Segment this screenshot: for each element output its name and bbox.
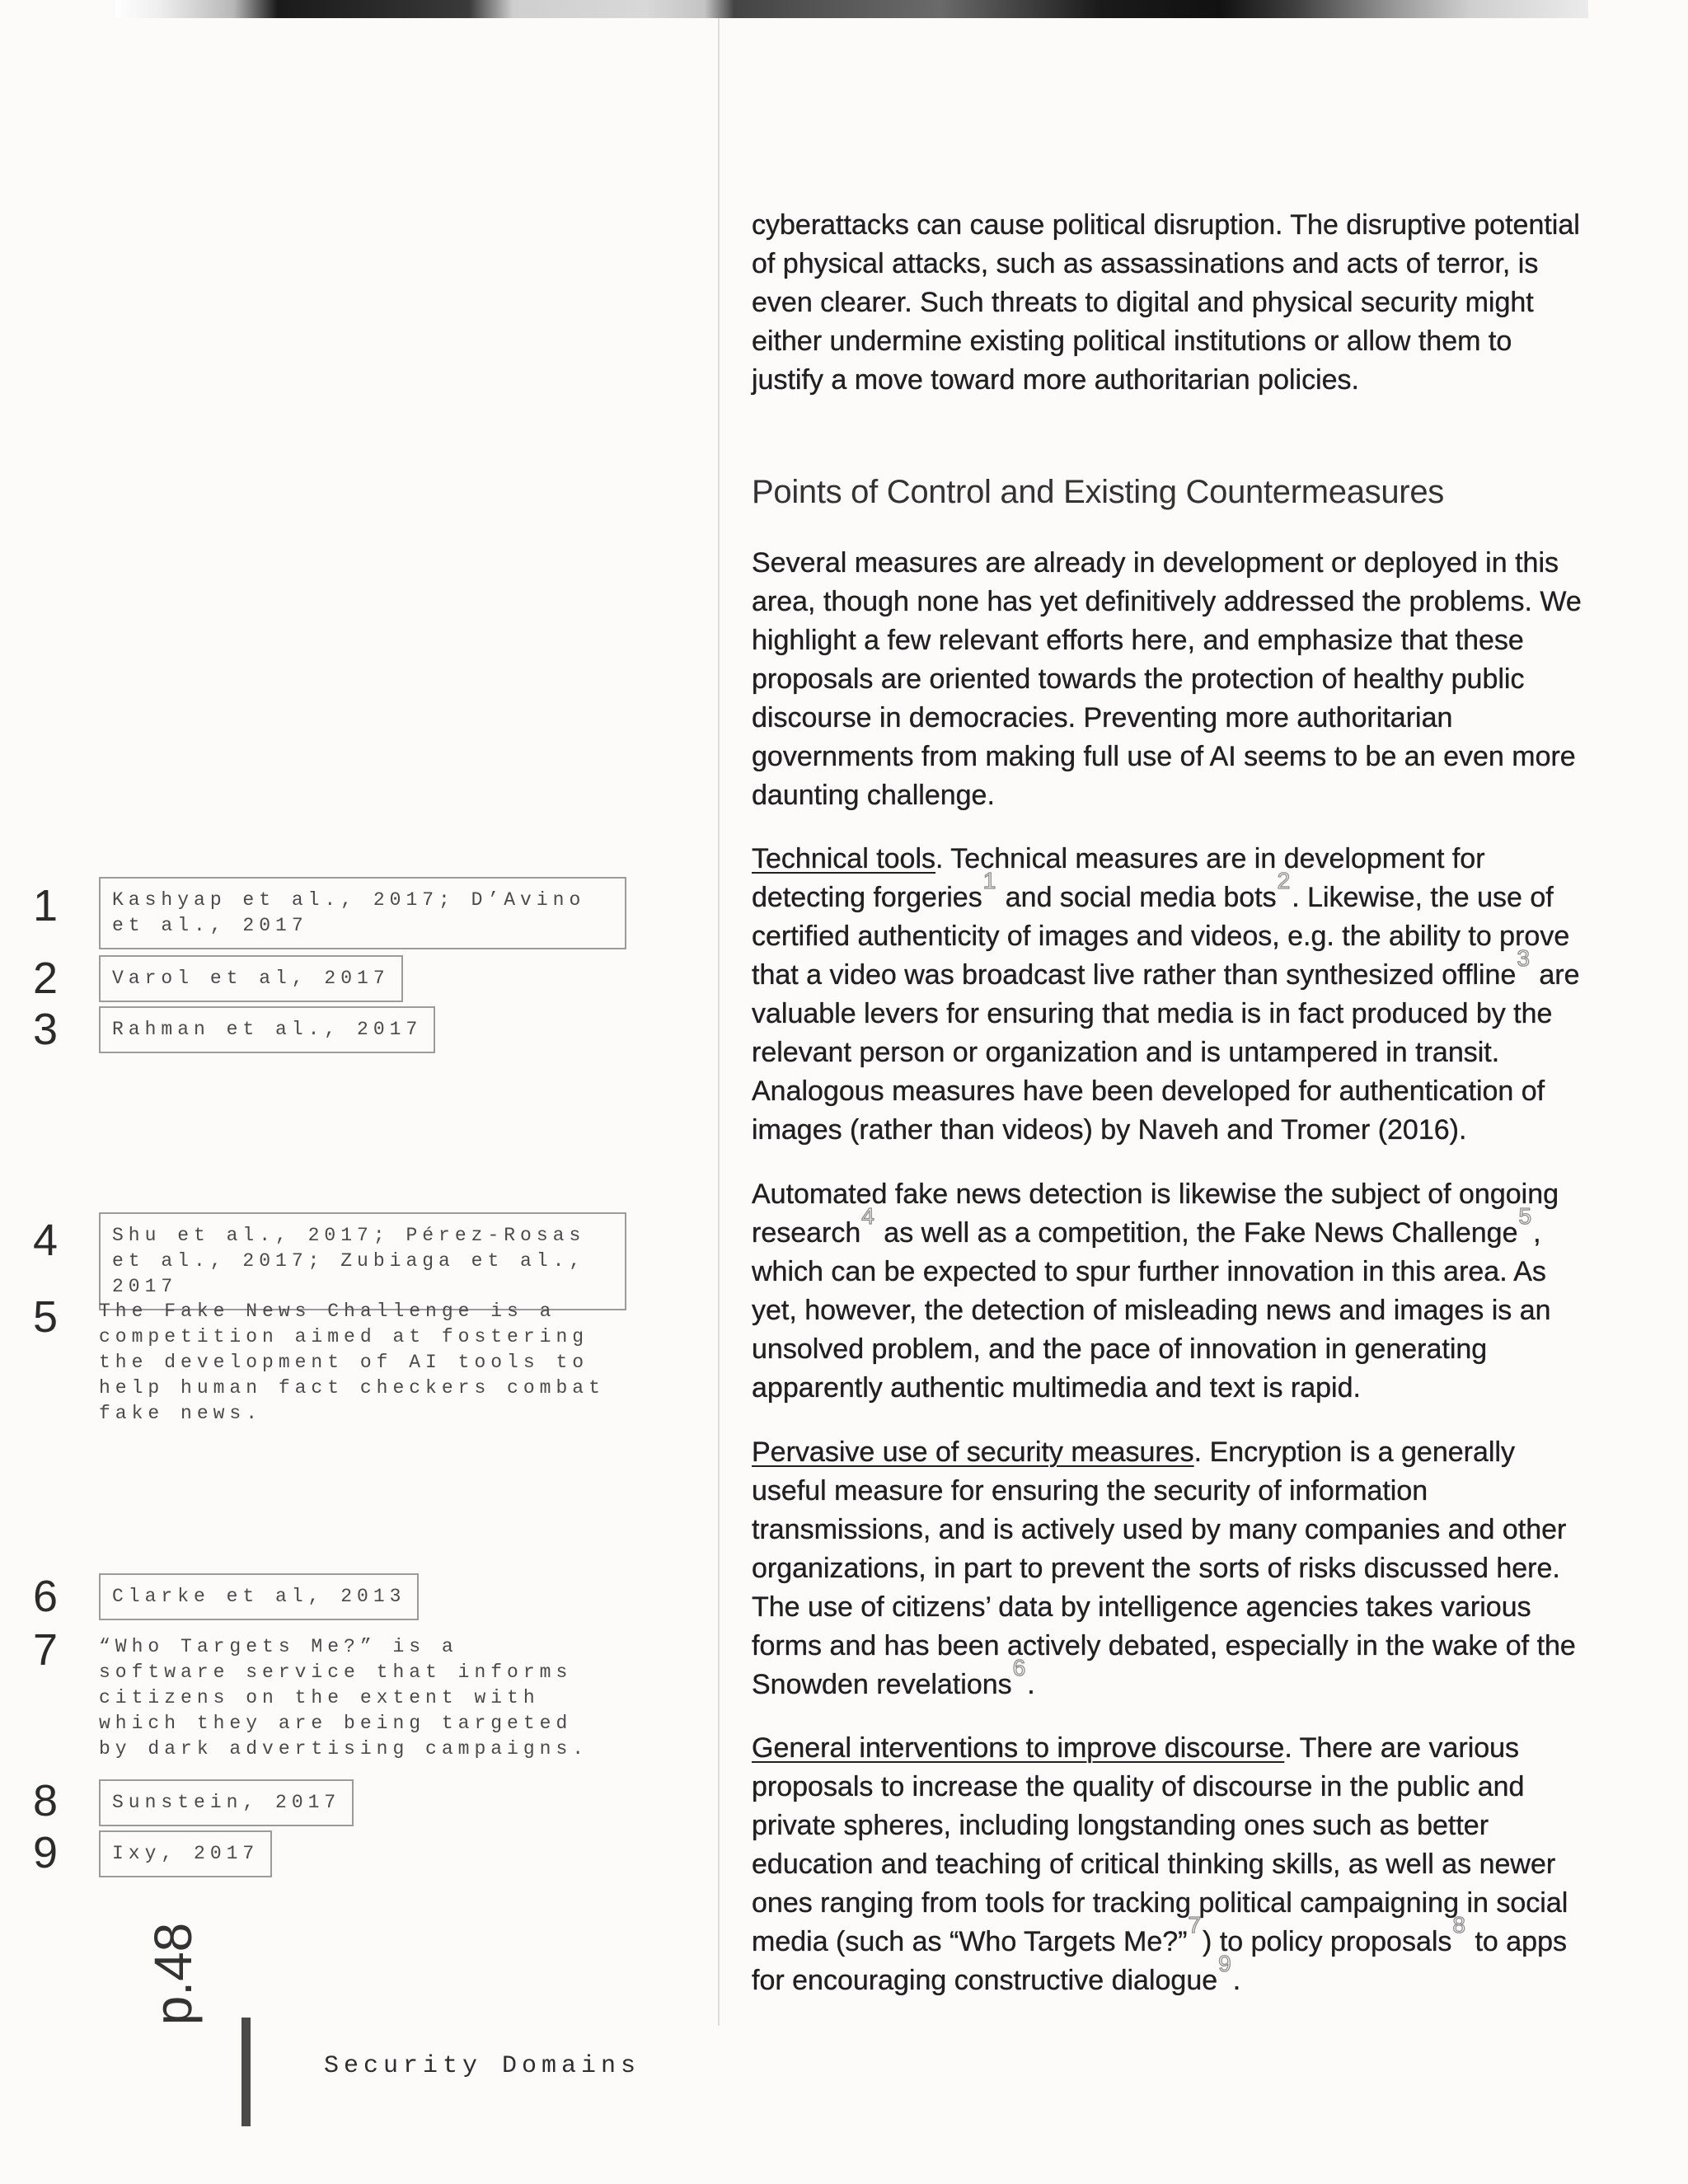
intro-paragraph: cyberattacks can cause political disruption. The disruptive potential of physical attacks, such as assassinations and acts of terror, is even clearer. Such threats to digital and physical security might either undermine existing political institutions or allow them to justify a move toward more authoritarian policies. xyxy=(752,209,1580,396)
technical-tools-paragraph: Technical tools. Technical measures are in development for detecting forgeries1 and social media bots2. Likewise, the use of certified authenticity of images and videos, e.g. the ability to prove that a video was broadcast live rather than synthesized offline3 are valuable levers for ensuring that media is in fact produced by the relevant person or organization and is untampered in transit. Analogous measures have been developed for authentication of images (rather than videos) by Naveh and Tromer (2016). xyxy=(752,843,1580,1146)
footnote-9: Ixy, 2017 xyxy=(99,1830,272,1877)
footnote-5: The Fake News Challenge is a competition aimed at fostering the development of AI tools to help human fact checkers combat fake news. xyxy=(99,1301,605,1424)
general-interventions-heading: General interventions to improve discourse xyxy=(752,1732,1285,1764)
section-heading: Points of Control and Existing Countermeasures xyxy=(752,474,1444,510)
footnote-3: Rahman et al., 2017 xyxy=(99,1006,435,1053)
footnote-2: Varol et al, 2017 xyxy=(99,955,403,1002)
overview-paragraph: Several measures are already in development or deployed in this area, though none has yet definitively addressed the problems. We highlight a few relevant efforts here, and emphasize that these proposals are oriented towards the protection of healthy public discourse in democracies. Preventing more authoritarian governments from making full use of AI seems to be an even more daunting challenge. xyxy=(752,547,1582,811)
footnote-number-4: 4 xyxy=(33,1216,59,1265)
footnote-number-6: 6 xyxy=(33,1572,59,1621)
footnote-6: Clarke et al, 2013 xyxy=(99,1573,419,1620)
page-number: p.48 xyxy=(143,1922,203,2026)
footnote-8: Sunstein, 2017 xyxy=(99,1779,354,1826)
footnote-number-9: 9 xyxy=(33,1828,59,1877)
fake-news-paragraph: Automated fake news detection is likewise the subject of ongoing research4 as well as a competition, the Fake News Challenge5, which can be expected to spur further innovation in this area. As yet, however, the detection of misleading news and images is an unsolved problem, and the pace of innovation in generating apparently authentic multimedia and text is rapid. xyxy=(752,1179,1559,1404)
footnote-number-3: 3 xyxy=(33,1005,59,1054)
footnote-4: Shu et al., 2017; Pérez-Rosas et al., 2017; Zubiaga et al., 2017 xyxy=(99,1212,626,1310)
footnote-number-8: 8 xyxy=(33,1776,59,1825)
footnote-number-1: 1 xyxy=(33,881,59,930)
footnote-number-2: 2 xyxy=(33,954,59,1003)
footer-section-label: Security Domains xyxy=(324,2052,641,2080)
general-interventions-paragraph: General interventions to improve discourse. There are various proposals to increase the quality of discourse in the public and private spheres, including longstanding ones such as better education and teaching of critical thinking skills, as well as newer ones ranging from tools for tracking political campaigning in social media (such as “Who Targets Me?”7) to policy proposals8 to apps for encouraging constructive dialogue9. xyxy=(752,1732,1568,1996)
footnote-number-5: 5 xyxy=(33,1292,59,1342)
pervasive-security-paragraph: Pervasive use of security measures. Encryption is a generally useful measure for ensuring the security of information transmissions, and is actively used by many companies and other organizations, in part to prevent the sorts of risks discussed here. The use of citizens’ data by intelligence agencies takes various forms and has been actively debated, especially in the wake of the Snowden revelations6. xyxy=(752,1436,1576,1700)
technical-tools-heading: Technical tools xyxy=(752,843,936,874)
column-divider xyxy=(718,18,720,2026)
pervasive-security-heading: Pervasive use of security measures xyxy=(752,1436,1194,1468)
footer-bar xyxy=(241,2018,251,2126)
footnote-7: “Who Targets Me?” is a software service that informs citizens on the extent with which they are being targeted by dark advertising campaigns. xyxy=(99,1636,589,1760)
top-gradient-bar xyxy=(115,0,1588,18)
footnote-number-7: 7 xyxy=(33,1625,59,1675)
footnote-1: Kashyap et al., 2017; D’Avino et al., 2017 xyxy=(99,877,626,949)
